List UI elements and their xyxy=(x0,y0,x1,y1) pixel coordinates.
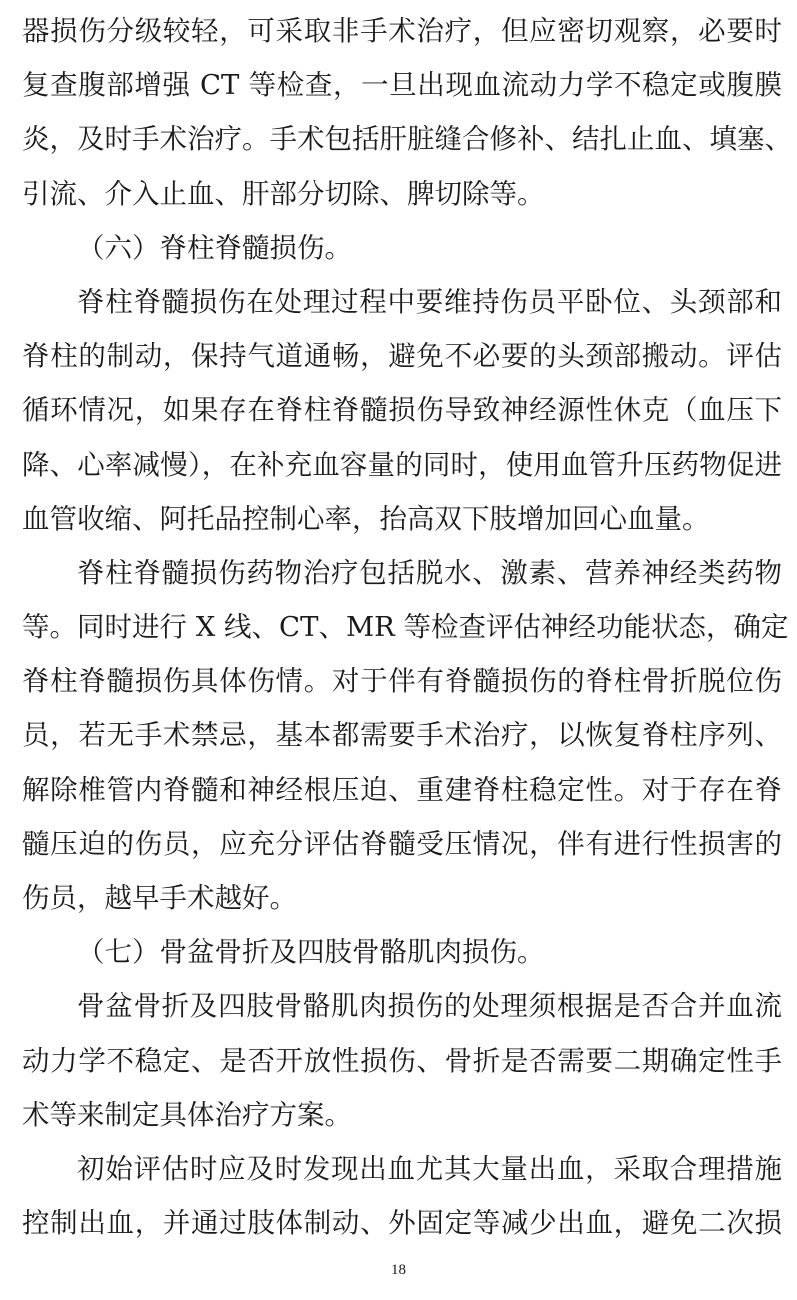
text-line: 复查腹部增强 CT 等检查，一旦出现血流动力学不稳定或腹膜 xyxy=(22,69,782,102)
text-line: （七）骨盆骨折及四肢骨骼肌肉损伤。 xyxy=(77,936,545,969)
body-text xyxy=(22,4,792,1250)
text-line: 等。同时进行 X 线、CT、MR 等检查评估神经功能状态，确定 xyxy=(22,611,789,644)
text-line: 炎，及时手术治疗。手术包括肝脏缝合修补、结扎止血、填塞、 xyxy=(22,123,792,156)
text-line: 解除椎管内脊髓和神经根压迫、重建脊柱稳定性。对于存在脊 xyxy=(22,773,782,806)
text-line: 动力学不稳定、是否开放性损伤、骨折是否需要二期确定性手 xyxy=(22,1044,782,1077)
text-line: 员，若无手术禁忌，基本都需要手术治疗，以恢复脊柱序列、 xyxy=(22,719,782,752)
text-line: 血管收缩、阿托品控制心率，抬高双下肢增加回心血量。 xyxy=(22,502,710,535)
text-line: 骨盆骨折及四肢骨骼肌肉损伤的处理须根据是否合并血流 xyxy=(77,990,782,1023)
text-line: 脊柱脊髓损伤在处理过程中要维持伤员平卧位、头颈部和 xyxy=(77,285,782,318)
text-line: 循环情况，如果存在脊柱脊髓损伤导致神经源性休克（血压下 xyxy=(22,394,782,427)
text-line: （六）脊柱脊髓损伤。 xyxy=(77,231,352,264)
text-line: 脊柱脊髓损伤具体伤情。对于伴有脊髓损伤的脊柱骨折脱位伤 xyxy=(22,665,782,698)
text-line: 降、心率减慢），在补充血容量的同时，使用血管升压药物促进 xyxy=(22,448,782,481)
text-line: 脊柱脊髓损伤药物治疗包括脱水、激素、营养神经类药物 xyxy=(77,556,782,589)
text-line: 器损伤分级较轻，可采取非手术治疗，但应密切观察，必要时 xyxy=(22,15,782,47)
text-line: 术等来制定具体治疗方案。 xyxy=(22,1098,352,1131)
text-line: 控制出血，并通过肢体制动、外固定等减少出血，避免二次损 xyxy=(22,1207,782,1240)
page-number: 18 xyxy=(391,1262,406,1278)
text-line: 脊柱的制动，保持气道通畅，避免不必要的头颈部搬动。评估 xyxy=(22,340,782,373)
text-line: 髓压迫的伤员，应充分评估脊髓受压情况，伴有进行性损害的 xyxy=(22,827,782,860)
text-line: 伤员，越早手术越好。 xyxy=(22,882,297,914)
text-line: 引流、介入止血、肝部分切除、脾切除等。 xyxy=(22,177,545,210)
text-line: 初始评估时应及时发现出血尤其大量出血，采取合理措施 xyxy=(77,1152,782,1185)
